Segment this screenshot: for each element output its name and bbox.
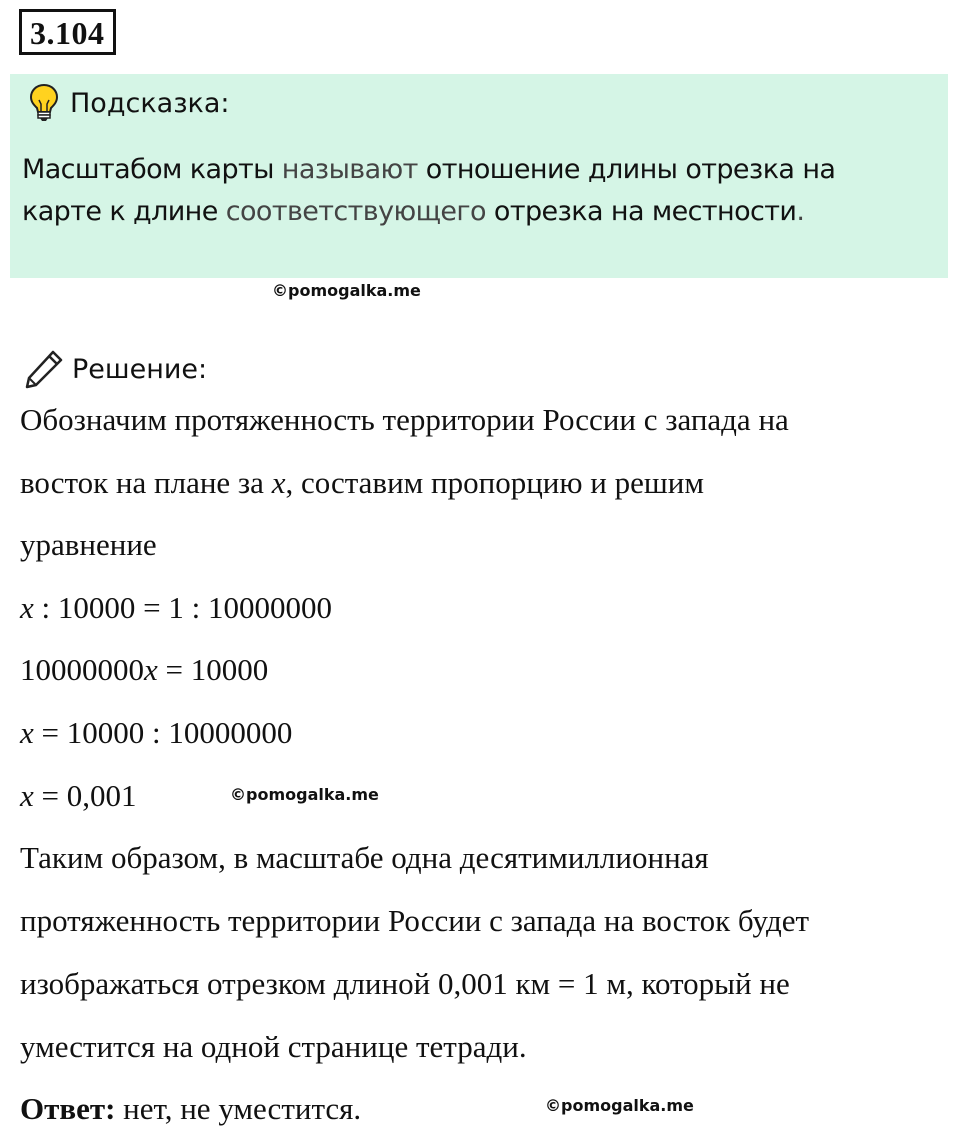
conclusion-line-4: уместится на одной странице тетради.	[20, 1029, 527, 1064]
conclusion-line-1: Таким образом, в масштабе одна десятимиллионная	[20, 840, 709, 875]
intro-text: восток на плане за	[20, 465, 272, 500]
solution-intro-line-3: уравнение	[20, 527, 157, 562]
watermark: ©pomogalka.me	[272, 281, 421, 300]
equation-2	[20, 652, 268, 688]
variable-x: x	[20, 590, 34, 625]
variable-x: x	[271, 465, 286, 500]
hint-term: Масштабом карты	[22, 154, 274, 185]
equation-text: : 10000 = 1 : 10000000	[33, 590, 332, 625]
variable-x: x	[144, 652, 158, 687]
equation-text: = 10000 : 10000000	[33, 715, 293, 750]
equation-3	[20, 715, 292, 751]
solution-title: Решение:	[72, 353, 208, 385]
solution-intro-line-1: Обозначим протяженность территории России с запада на	[20, 402, 789, 437]
hint-title: Подсказка:	[70, 87, 230, 119]
hint-header	[28, 80, 230, 126]
variable-x: x	[20, 715, 34, 750]
solution-header	[22, 346, 207, 392]
watermark: ©pomogalka.me	[230, 785, 379, 804]
hint-box	[10, 74, 948, 278]
hint-definition: отрезка на местности	[493, 196, 797, 227]
hint-definition: отношение длины отрезка на	[425, 154, 836, 185]
answer-label: Ответ:	[20, 1091, 116, 1126]
intro-text: , составим пропорцию и решим	[285, 465, 704, 500]
hint-definition: карте к длине	[22, 196, 218, 227]
lightbulb-icon	[28, 83, 60, 123]
hint-connector: называют	[273, 154, 426, 185]
problem-number: 3.104	[19, 9, 116, 55]
hint-line-1	[22, 149, 937, 191]
conclusion-line-2: протяженность территории России с запада на восток будет	[20, 903, 810, 938]
pencil-icon	[22, 347, 66, 391]
variable-x: x	[20, 778, 34, 813]
conclusion-line-3: изображаться отрезком длиной 0,001 км = 1 м, который не	[20, 966, 790, 1001]
answer-text: нет, не уместится.	[115, 1091, 362, 1126]
equation-4	[20, 778, 137, 814]
hint-text	[22, 149, 937, 233]
equation-1	[20, 590, 332, 626]
answer-line	[20, 1091, 361, 1127]
equation-text: = 10000	[157, 652, 269, 687]
solution-intro-line-2	[20, 465, 704, 501]
hint-line-2	[22, 191, 937, 233]
watermark: ©pomogalka.me	[545, 1096, 694, 1115]
hint-period: .	[796, 196, 805, 227]
hint-connector: соответствующего	[217, 196, 494, 227]
equation-text: = 0,001	[33, 778, 137, 813]
equation-text: 10000000	[20, 652, 144, 687]
